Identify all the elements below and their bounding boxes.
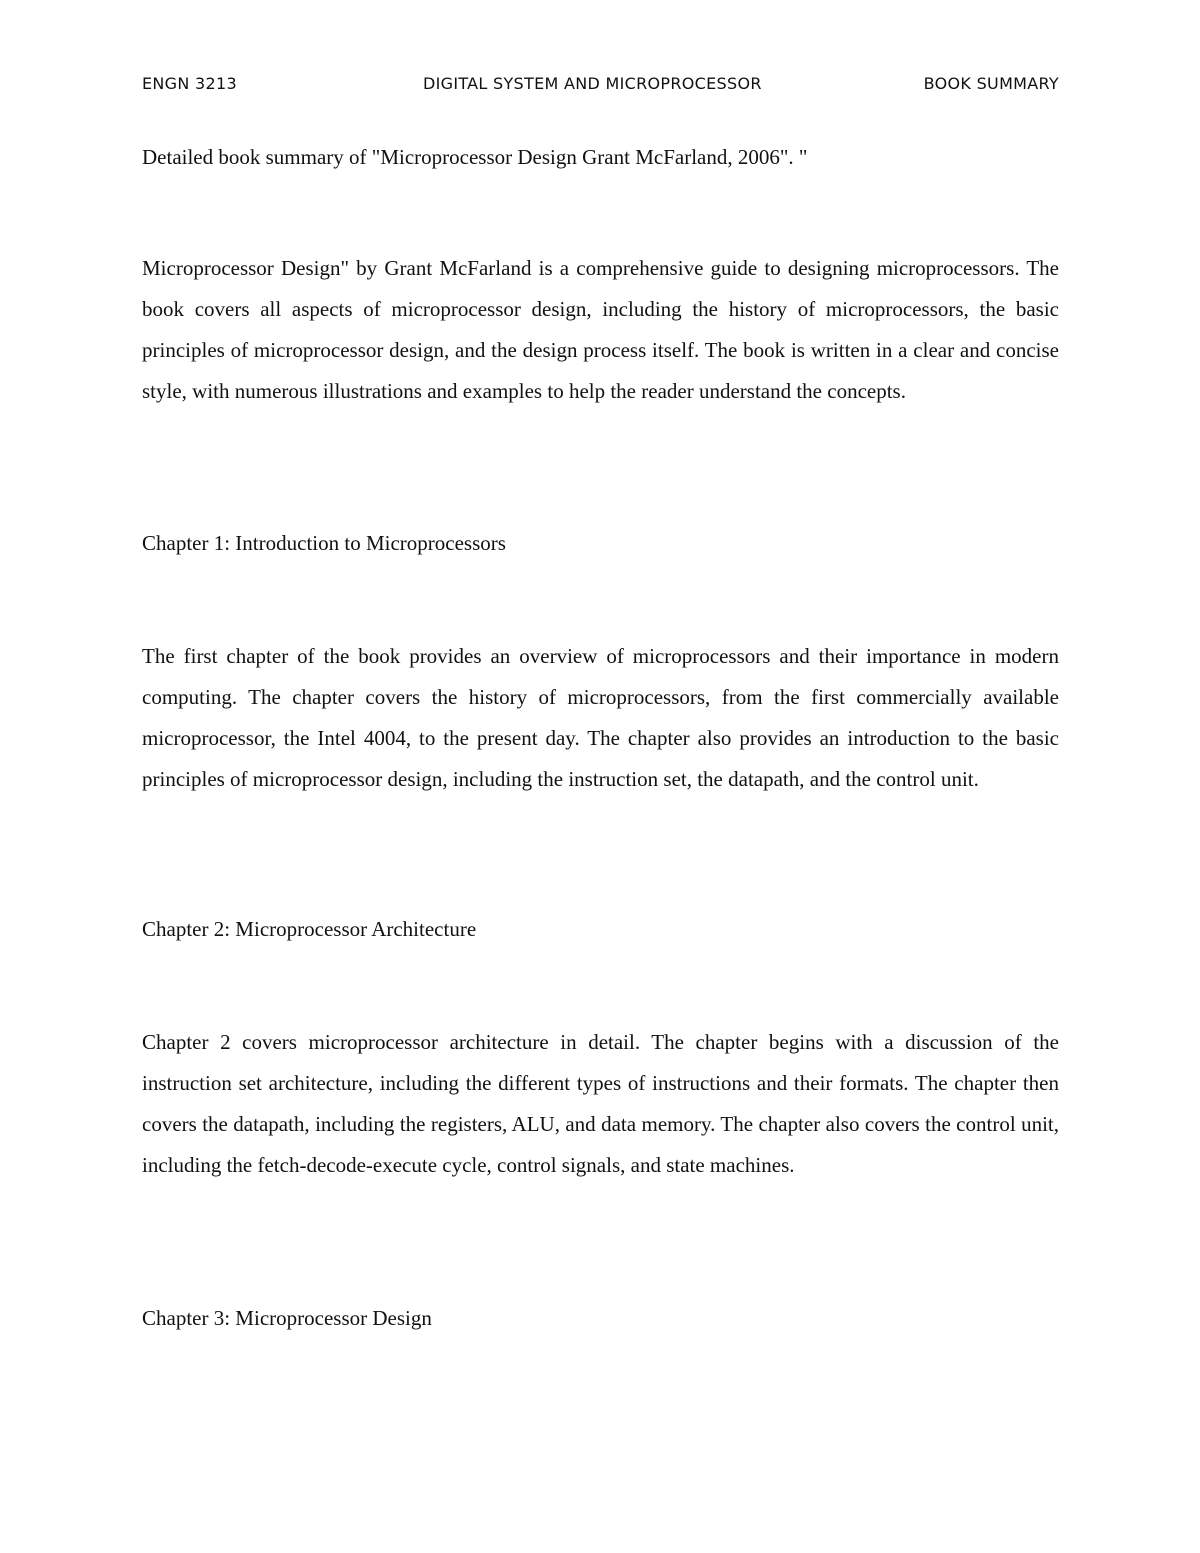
header-doc-type: BOOK SUMMARY — [923, 74, 1059, 93]
page-header — [142, 74, 1059, 98]
chapter-3-heading: Chapter 3: Microprocessor Design — [142, 1306, 432, 1330]
chapter-1-summary: The first chapter of the book provides an overview of microprocessors and their importance in modern computing. The chapter covers the history of microprocessors, from the first commercially available microprocessor, the Intel 4004, to the present day. The chapter also provides an introduction to the basic principles of microprocessor design, including the instruction set, the datapath, and the control unit. — [142, 644, 1059, 791]
header-course-code: ENGN 3213 — [142, 74, 237, 93]
chapter-2-summary: Chapter 2 covers microprocessor architecture in detail. The chapter begins with a discussion of the instruction set architecture, including the different types of instructions and their formats. The chapter then covers the datapath, including the registers, ALU, and data memory. The chapter also covers the control unit, including the fetch-decode-execute cycle, control signals, and state machines. — [142, 1030, 1059, 1177]
chapter-1-heading: Chapter 1: Introduction to Microprocessors — [142, 531, 506, 555]
overview-paragraph: Microprocessor Design" by Grant McFarland is a comprehensive guide to designing microprocessors. The book covers all aspects of microprocessor design, including the history of microprocessors, the basic principles of microprocessor design, and the design process itself. The book is written in a clear and concise style, with numerous illustrations and examples to help the reader understand the concepts. — [142, 256, 1059, 403]
chapter-2-heading: Chapter 2: Microprocessor Architecture — [142, 917, 477, 941]
intro-line: Detailed book summary of "Microprocessor Design Grant McFarland, 2006". " — [142, 145, 808, 169]
header-course-title: DIGITAL SYSTEM AND MICROPROCESSOR — [423, 74, 762, 93]
